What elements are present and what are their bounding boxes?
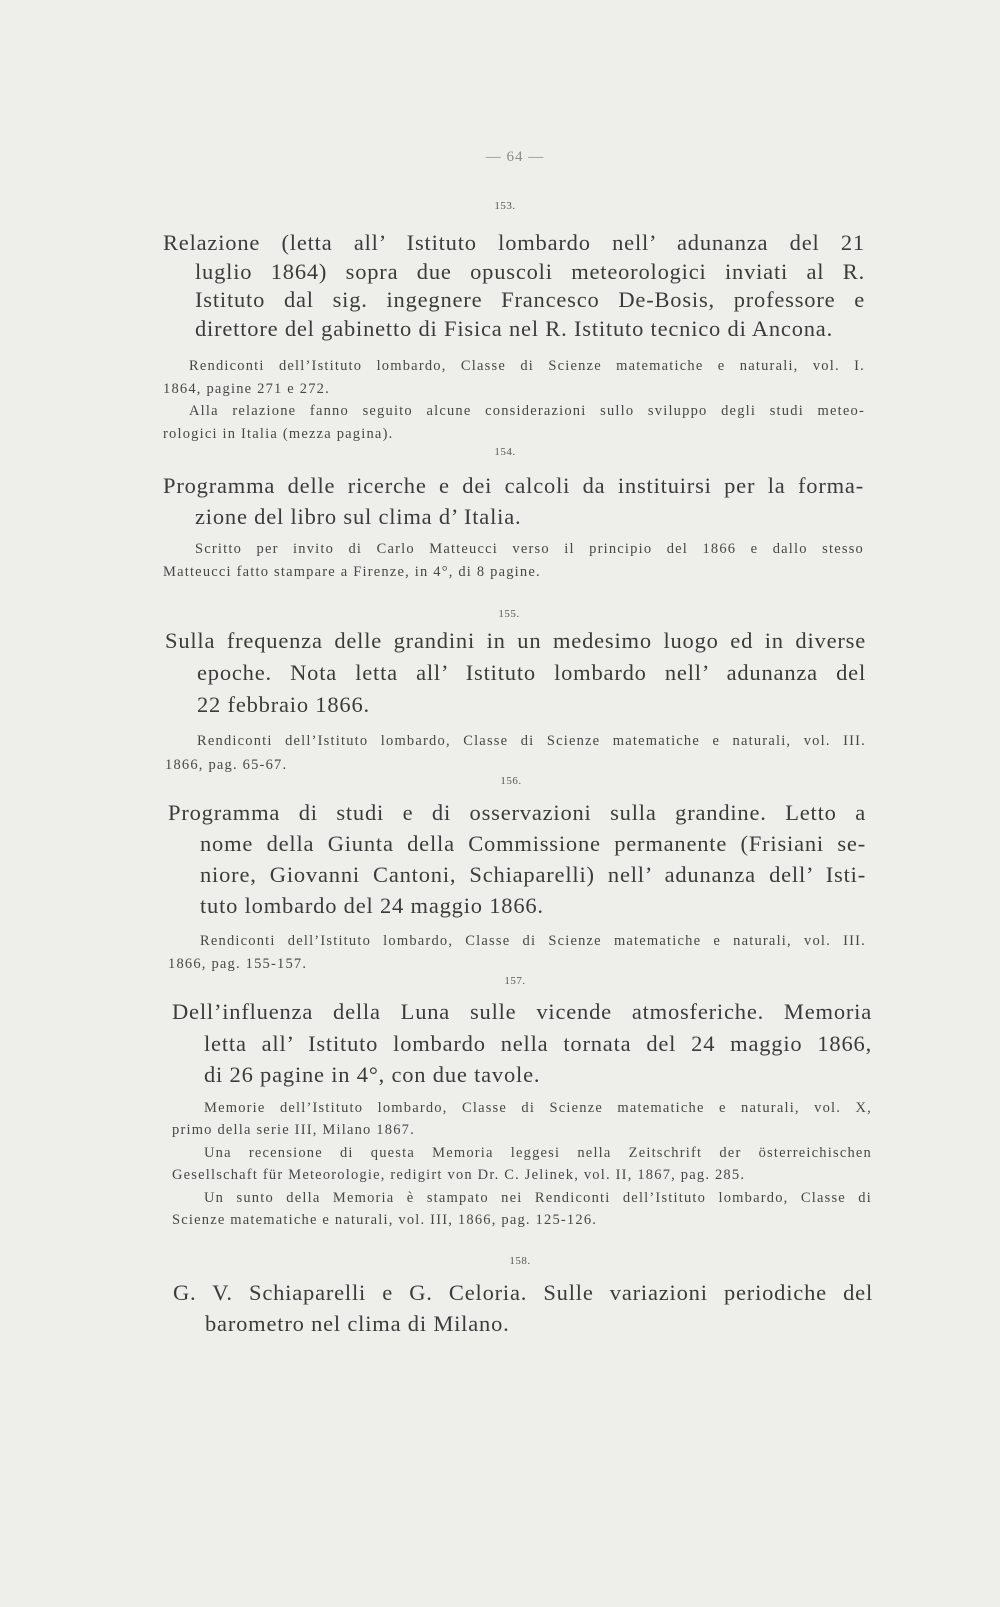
note-line: Rendiconti dell’Istituto lombardo, Classe di Scienze matematiche e naturali, vol. III. <box>200 932 866 949</box>
note-line: Alla relazione fanno seguito alcune considerazioni sullo sviluppo degli studi meteo- <box>189 403 865 420</box>
note-line: Un sunto della Memoria è stampato nei Rendiconti dell’Istituto lombardo, Classe di <box>204 1189 872 1206</box>
title-line: luglio 1864) sopra due opuscoli meteorologici inviati al R. <box>195 258 865 284</box>
entry-note <box>165 729 866 777</box>
note-line: Scienze matematiche e naturali, vol. III, 1866, pag. 125-126. <box>172 1212 598 1229</box>
entry-notes <box>163 538 864 584</box>
entry-note <box>172 1187 872 1232</box>
entry-note <box>168 930 866 976</box>
title-line: nome della Giunta della Commissione permanente (Frisiani se- <box>200 830 866 856</box>
entry-note <box>163 538 864 584</box>
entry-title <box>172 996 872 1091</box>
title-line: Relazione (letta all’ Istituto lombardo nell’ adunanza del 21 <box>163 230 865 255</box>
entry-note <box>172 1142 872 1187</box>
note-line: Matteucci fatto stampare a Firenze, in 4°, di 8 pagine. <box>163 563 541 580</box>
entry-notes <box>172 1097 872 1231</box>
entry-number: 154. <box>494 446 516 458</box>
note-line: 1866, pag. 65-67. <box>165 757 288 773</box>
entry-number: 157. <box>504 975 526 987</box>
title-line: epoche. Nota letta all’ Istituto lombardo nell’ adunanza del <box>197 660 866 685</box>
title-line: barometro nel clima di Milano. <box>205 1310 510 1336</box>
entry-notes <box>165 729 866 777</box>
title-line: niore, Giovanni Cantoni, Schiaparelli) nell’ adunanza dell’ Isti- <box>200 862 866 888</box>
title-line: zione del libro sul clima d’ Italia. <box>195 503 522 529</box>
title-line: Programma di studi e di osservazioni sulla grandine. Letto a <box>168 799 866 825</box>
entry-number: 156. <box>500 775 522 787</box>
title-line: tuto lombardo del 24 maggio 1866. <box>200 893 544 919</box>
entry-note <box>163 355 865 400</box>
title-line: 22 febbraio 1866. <box>197 692 370 717</box>
note-line: 1864, pagine 271 e 272. <box>163 380 330 397</box>
page-number: — 64 — <box>485 149 545 165</box>
entry-number: 158. <box>509 1255 531 1267</box>
title-line: G. V. Schiaparelli e G. Celoria. Sulle variazioni periodiche del <box>173 1279 873 1305</box>
note-line: Memorie dell’Istituto lombardo, Classe di Scienze matematiche e naturali, vol. X, <box>204 1100 872 1116</box>
note-line: Una recensione di questa Memoria leggesi nella Zeitschrift der österreichischen <box>204 1144 872 1161</box>
title-line: direttore del gabinetto di Fisica nel R. Istituto tecnico di Ancona. <box>195 315 834 341</box>
entry-note <box>172 1097 872 1142</box>
title-line: Dell’influenza della Luna sulle vicende atmosferiche. Memoria <box>172 999 872 1024</box>
entry-title <box>165 625 866 721</box>
title-line: Programma delle ricerche e dei calcoli da instituirsi per la forma- <box>163 472 864 498</box>
entry-title <box>163 470 864 532</box>
note-line: Rendiconti dell’Istituto lombardo, Classe di Scienze matematiche e naturali, vol. III. <box>197 733 866 749</box>
note-line: Gesellschaft für Meteorologie, redigirt von Dr. C. Jelinek, vol. II, 1867, pag. 285. <box>172 1167 746 1184</box>
entry-title <box>168 797 866 922</box>
entry-notes <box>163 355 865 446</box>
note-line: Rendiconti dell’Istituto lombardo, Classe di Scienze matematiche e naturali, vol. I. <box>189 358 865 374</box>
note-line: Scritto per invito di Carlo Matteucci verso il principio del 1866 e dallo stesso <box>195 540 864 557</box>
entry-title <box>173 1277 873 1339</box>
note-line: 1866, pag. 155-157. <box>168 955 308 972</box>
note-line: primo della serie III, Milano 1867. <box>172 1122 415 1139</box>
entry-number: 155. <box>498 608 520 620</box>
note-line: rologici in Italia (mezza pagina). <box>163 426 394 443</box>
title-line: di 26 pagine in 4°, con due tavole. <box>204 1062 541 1087</box>
title-line: Istituto dal sig. ingegnere Francesco De-Bosis, professore e <box>195 287 865 312</box>
entry-title <box>163 229 865 343</box>
entry-notes <box>168 930 866 976</box>
entry-number: 153. <box>494 200 516 212</box>
title-line: letta all’ Istituto lombardo nella tornata del 24 maggio 1866, <box>204 1030 872 1056</box>
title-line: Sulla frequenza delle grandini in un medesimo luogo ed in diverse <box>165 628 866 653</box>
entry-note <box>163 400 865 445</box>
